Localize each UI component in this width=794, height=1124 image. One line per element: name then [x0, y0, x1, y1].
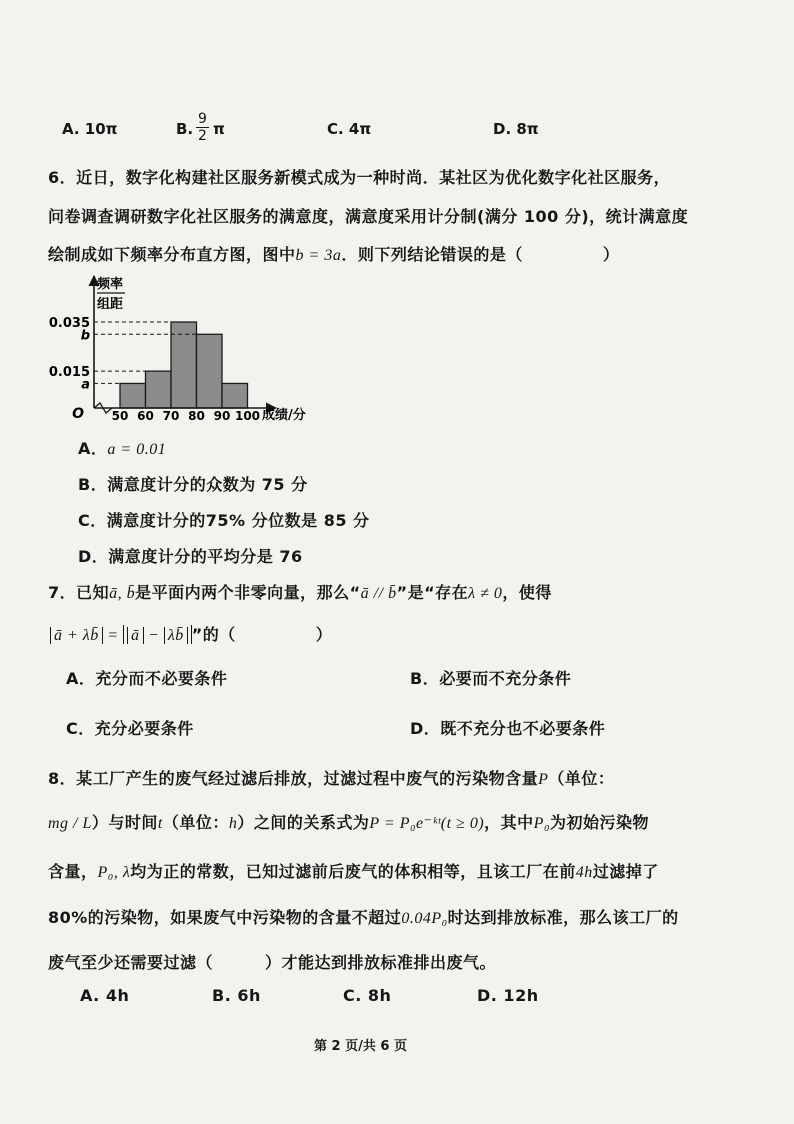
q6-option-d: [78, 544, 303, 567]
option-math: a = 0.01: [107, 441, 167, 458]
q6-stem-text: 绘制成如下频率分布直方图，图中: [48, 245, 296, 264]
q8-text: 时达到排放标准，那么该工厂的: [447, 908, 679, 927]
q8-stem-line5: [48, 950, 496, 973]
q7-eq-right: [123, 625, 192, 644]
q7-vectors: ā, b̄: [109, 585, 136, 602]
q8-text: 过滤掉了: [592, 862, 659, 881]
q8-unit: mg / L: [48, 815, 92, 832]
q8-text: （单位：: [162, 813, 229, 832]
q7-text: ，使得: [502, 583, 552, 602]
y-label-bottom: 组距: [97, 297, 124, 312]
q7-stem-line2: [50, 622, 332, 645]
x-tick-label: 100: [234, 409, 261, 423]
option-label: D．: [78, 547, 109, 566]
q8-text: ）才能达到排放标准排出废气。: [265, 953, 497, 972]
q7-option-d: D．既不充分也不必要条件: [410, 719, 606, 738]
q8-formula: P = P₀e⁻ᵏᵗ: [369, 815, 441, 832]
q7-answer-close: ）: [315, 625, 333, 644]
q7-parallel: ā // b̄: [360, 585, 397, 602]
q6-stem-question: ．则下列结论错误的是（: [341, 245, 523, 264]
q8-stem-line2: [48, 810, 649, 833]
y-tick-label: a: [81, 377, 90, 393]
y-label-top: 频率: [97, 277, 124, 292]
q8-text: 废气至少还需要过滤（: [48, 953, 214, 972]
q5-option-d: D. 8π: [493, 120, 539, 138]
q7-eq-left: ā + λb̄: [50, 627, 103, 644]
q8-option-d: D. 12h: [477, 986, 539, 1005]
histogram-bar: [146, 371, 172, 408]
frequency-histogram: [40, 272, 340, 427]
x-tick-label: 90: [213, 409, 231, 423]
page-footer: 第 2 页/共 6 页: [314, 1039, 407, 1054]
q8-stem-line1: [48, 766, 614, 789]
q7-text: 是平面内两个非零向量，那么“: [135, 583, 361, 602]
q8-text: （单位：: [548, 769, 615, 788]
fraction-numerator: 9: [198, 111, 207, 127]
q6-stem-line2: 问卷调查调研数字化社区服务的满意度，满意度采用计分制(满分 100 分)，统计满意度: [48, 207, 689, 226]
q8-stem-line4: [48, 905, 679, 928]
option-label: B．: [78, 475, 108, 494]
q7-option-a: A．充分而不必要条件: [66, 669, 228, 688]
q6-stem-line3: [48, 242, 619, 265]
option-text: 满意度计分的众数为 75 分: [107, 475, 308, 494]
option-label: C．: [78, 511, 107, 530]
histogram-bar: [171, 322, 197, 408]
q7-eq-minus: −: [143, 627, 164, 644]
q7-text: ”是“存在: [396, 583, 469, 602]
x-axis-label: 成绩/分: [262, 408, 306, 423]
q7-option-b: B．必要而不充分条件: [410, 669, 572, 688]
q8-constants: P₀, λ: [97, 864, 131, 881]
q8-condition: (t ≥ 0): [440, 815, 485, 832]
x-tick-label: 80: [188, 409, 205, 423]
q6-option-a: [78, 436, 166, 459]
q6-stem-line1: 6．近日，数字化构建社区服务新模式成为一种时尚．某社区为优化数字化社区服务，: [48, 168, 671, 187]
q6-option-c: [78, 508, 370, 531]
q7-stem-line1: [48, 580, 552, 603]
q7-eq-norm-a: ā: [127, 627, 144, 644]
q8-option-c: C. 8h: [343, 986, 392, 1005]
q5-option-b-pi: π: [213, 120, 225, 138]
q8-option-b: B. 6h: [212, 986, 261, 1005]
q8-stem-line3: [48, 859, 659, 882]
q5-option-c: C. 4π: [327, 120, 372, 138]
y-tick-label: 0.035: [48, 316, 90, 331]
x-tick-label: 70: [162, 409, 180, 423]
q6-condition: b = 3a: [295, 247, 342, 264]
q8-option-a: A. 4h: [80, 986, 130, 1005]
q5-option-b-fraction: [195, 111, 210, 144]
q5-option-b-label: B.: [176, 120, 194, 138]
q8-text: 为初始污染物: [550, 813, 650, 832]
histogram-bar: [197, 334, 223, 408]
q8-text: 80%的污染物，如果废气中污染物的含量不超过: [48, 908, 402, 927]
q8-text: 均为正的常数，已知过滤前后废气的体积相等，且该工厂在前: [130, 862, 576, 881]
x-tick-label: 60: [137, 409, 154, 423]
q8-threshold: 0.04P₀: [401, 910, 448, 927]
y-tick-label: b: [80, 328, 90, 344]
q7-text: ”的（: [191, 625, 236, 644]
option-text: 满意度计分的75% 分位数是 85 分: [106, 511, 370, 530]
origin-label: O: [72, 406, 84, 422]
q8-var-p: P: [538, 771, 549, 788]
q7-lambda: λ ≠ 0: [468, 585, 503, 602]
q8-text: ）与时间: [91, 813, 158, 832]
q8-text: ）之间的关系式为: [237, 813, 370, 832]
q5-option-a: A. 10π: [62, 120, 118, 138]
q7-text: 7．已知: [48, 583, 110, 602]
q7-eq-equals: =: [102, 627, 124, 644]
q7-option-c: C．充分必要条件: [66, 719, 194, 738]
q8-unit-h: h: [228, 815, 238, 832]
q8-text: ，其中: [484, 813, 534, 832]
histogram-bar: [120, 383, 146, 408]
q8-var-p0: P₀: [533, 815, 551, 832]
fraction-denominator: 2: [198, 128, 207, 144]
x-tick-label: 50: [111, 409, 129, 423]
q6-option-b: [78, 472, 308, 495]
y-tick-label: 0.015: [48, 365, 90, 381]
q6-answer-close: ）: [602, 245, 620, 264]
histogram-bar: [222, 383, 248, 408]
q8-var-t: t: [157, 815, 163, 832]
option-text: 满意度计分的平均分是 76: [108, 547, 303, 566]
q7-eq-norm-lb: λb̄: [164, 627, 188, 644]
option-label: A．: [78, 439, 108, 458]
q8-text: 含量，: [48, 862, 98, 881]
q8-duration: 4h: [575, 864, 593, 881]
q8-text: 8．某工厂产生的废气经过滤后排放，过滤过程中废气的污染物含量: [48, 769, 539, 788]
